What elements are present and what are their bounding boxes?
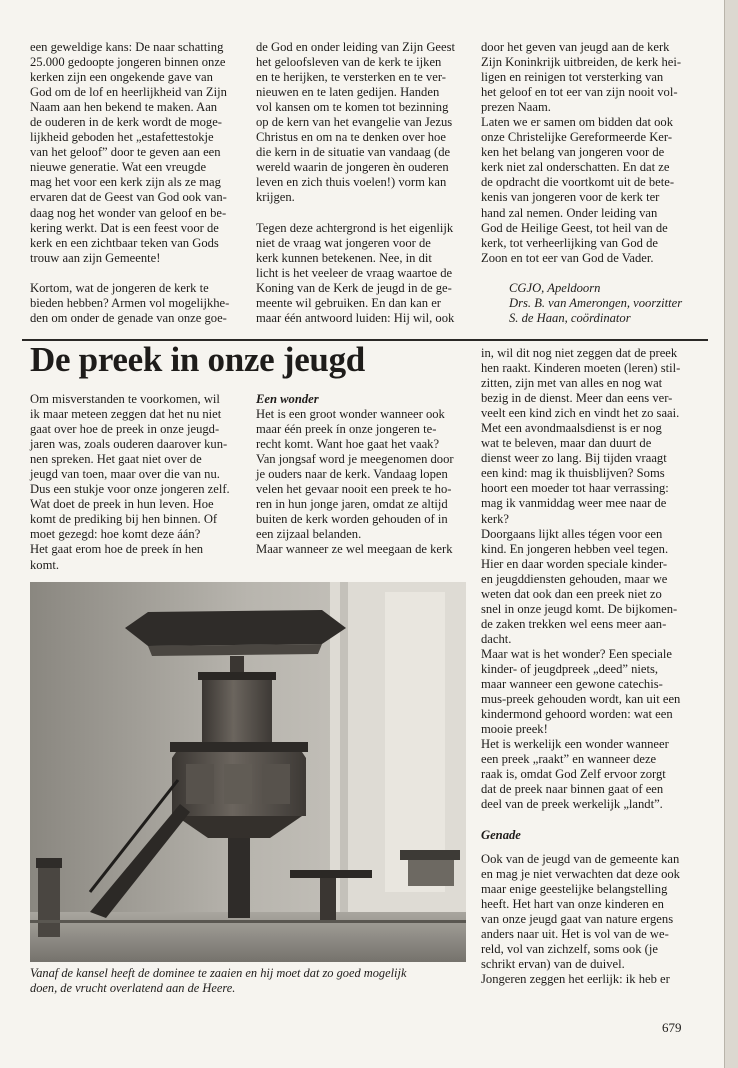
article-title: De preek in onze jeugd — [30, 340, 365, 379]
signature-organisation: CGJO, Apeldoorn — [509, 280, 601, 295]
article-col1-text: Om misverstanden te voorkomen, wil ik maar meteen zeggen dat het nu niet gaat over hoe de preek in onze jeugd- jaren was, zoals ouderen daarover kun- nen spreken. Het gaat niet over de jeugd van toen, maar over die van nu. Dus een stukje voor onze jongeren zelf. Wat doet de preek in hun leven. Hoe komt de prediking bij hen binnen. Of moet gezegd: hoe komt deze áán? Het gaat erom hoe de preek ín hen komt. — [30, 392, 230, 572]
article-column-3 — [481, 346, 711, 987]
top-col1-paragraph-2: Kortom, wat de jongeren de kerk te bieden hebben? Armen vol mogelijkhe- den om onder de genade van onze goe- — [30, 280, 230, 325]
pulpit-photo — [30, 582, 466, 962]
top-column-2 — [256, 40, 478, 326]
page-edge — [724, 0, 738, 1068]
top-col1-paragraph-1: een geweldige kans: De naar schatting 25.000 gedoopte jongeren binnen onze kerken zijn een ongekende gave van God om de lof en heerlijkheid van Zijn Naam aan hen bekend te maken. Aan de ouderen in de kerk wordt de moge- lijkheid geboden het „estafettestokje van het geloof” door te geven aan een nieuwe generatie. Wat een vreugde mag het voor een kerk zijn als ze mag ervaren dat de Geest van God ook van- daag nog het wonder van geloof en be- kering werkt. Dat is een feest voor de kerk en een zichtbaar teken van Gods trouw aan zijn Gemeente! — [30, 40, 227, 265]
top-column-1 — [30, 40, 252, 326]
heading-genade: Genade — [481, 828, 521, 843]
signature-coordinator: S. de Haan, coördinator — [509, 310, 631, 325]
page-number: 679 — [662, 1020, 682, 1035]
article-column-2 — [256, 392, 478, 558]
article-col3-text-after: Ook van de jeugd van de gemeente kan en mag je niet verwachten dat deze ook maar enige geestelijke belangstelling heeft. Het hart van onze kinderen en van onze jeugd gaat van nature ergens anders naar uit. Het is vol van de we- reld, vol van zichzelf, soms ook (je schrikt ervan) van de duivel. Jongeren zeggen het eerlijk: ik heb er — [481, 851, 680, 986]
article-col2-paragraph-2: Maar wanneer ze wel meegaan de kerk — [256, 542, 453, 557]
photo-caption: Vanaf de kansel heeft de dominee te zaaien en hij moet dat zo goed mogelijk doen, de vrucht overlatend aan de Heere. — [30, 966, 407, 995]
top-column-3 — [481, 40, 711, 326]
top-col2-paragraph-1: de God en onder leiding van Zijn Geest het geloofsleven van de kerk te ijken en te herijken, te versterken en te ver- nieuwen en te laten gedijen. Handen vol kansen om te komen tot bezinning op de kern van het evangelie van Jezus Christus en om na te denken over hoe die kern in de situatie van vandaag (de wereld waarin de jongeren èn ouderen leven en zich thuis voelen!) vorm kan krijgen. — [256, 40, 455, 205]
top-col2-paragraph-2: Tegen deze achtergrond is het eigenlijk niet de vraag wat jongeren voor de kerk kunnen betekenen. Nee, in dit licht is het veeleer de vraag waartoe de Koning van de Kerk de jeugd in de ge- meente wil gebruiken. En dan kan er maar één antwoord luiden: Hij wil, ook — [256, 220, 455, 325]
article-column-1 — [30, 392, 252, 573]
top-col3-text: door het geven van jeugd aan de kerk Zijn Koninkrijk uitbreiden, de kerk hei- ligen en reinigen tot versterking van het geloof en tot eer van zijn nooit vol- prezen Naam. Laten we er samen om bidden dat ook onze Christelijke Gereformeerde Ker- ken het belang van jongeren voor de kerk niet zal onderschatten. En dat ze de opdracht die voortkomt uit de bete- kenis van jongeren voor de kerk ter hand zal nemen. Onder leiding van God de Heilige Geest, tot heil van de kerk, tot verheerlijking van God de Zoon en tot eer van God de Vader. — [481, 40, 682, 265]
heading-een-wonder: Een wonder — [256, 392, 319, 406]
signature-chairman: Drs. B. van Amerongen, voorzitter — [509, 295, 683, 310]
article-col2-paragraph-1: Het is een groot wonder wanneer ook maar één preek ín onze jongeren te- recht komt. Want hoe gaat het vaak? Van jongsaf word je meegenomen door je ouders naar de kerk. Vandaag lopen velen het gevaar nooit een preek te ho- ren in hun jonge jaren, omdat ze altijd buiten de kerk worden gehouden of in een zijzaal belanden. — [256, 407, 454, 542]
article-col3-text: in, wil dit nog niet zeggen dat de preek hen raakt. Kinderen moeten (leren) stil- zitten, zijn met van alles en nog wat bezig in de dienst. Meer dan eens ver- veelt een kind zich en vindt het zo saai. Met een avondmaalsdienst is er nog wat te beleven, maar dan duurt de dienst weer zo lang. Bij tijden vraagt een kind: mag ik thuisblijven? Soms hoort een moeder tot haar verrassing: mag ik vanmiddag weer mee naar de kerk? Doorgaans lijkt alles tégen voor een kind. En jongeren hebben veel tegen. Hier en daar worden speciale kinder- en jeugddiensten gehouden, maar we weten dat ook dan een preek niet zo snel in onze jeugd komt. De bijkomen- de zaken trekken wel eens meer aan- dacht. Maar wat is het wonder? Een speciale kinder- of jeugdpreek „deed” niets, maar wanneer een gewone catechis- mus-preek gehouden wordt, kan uit een kindermond gehoord worden: wat een mooie preek! Het is werkelijk een wonder wanneer een preek „raakt” en wanneer deze raak is, omdat God Zelf ervoor zorgt dat de preek naar binnen gaat of een deel van de preek werkelijk „landt”. — [481, 346, 681, 812]
